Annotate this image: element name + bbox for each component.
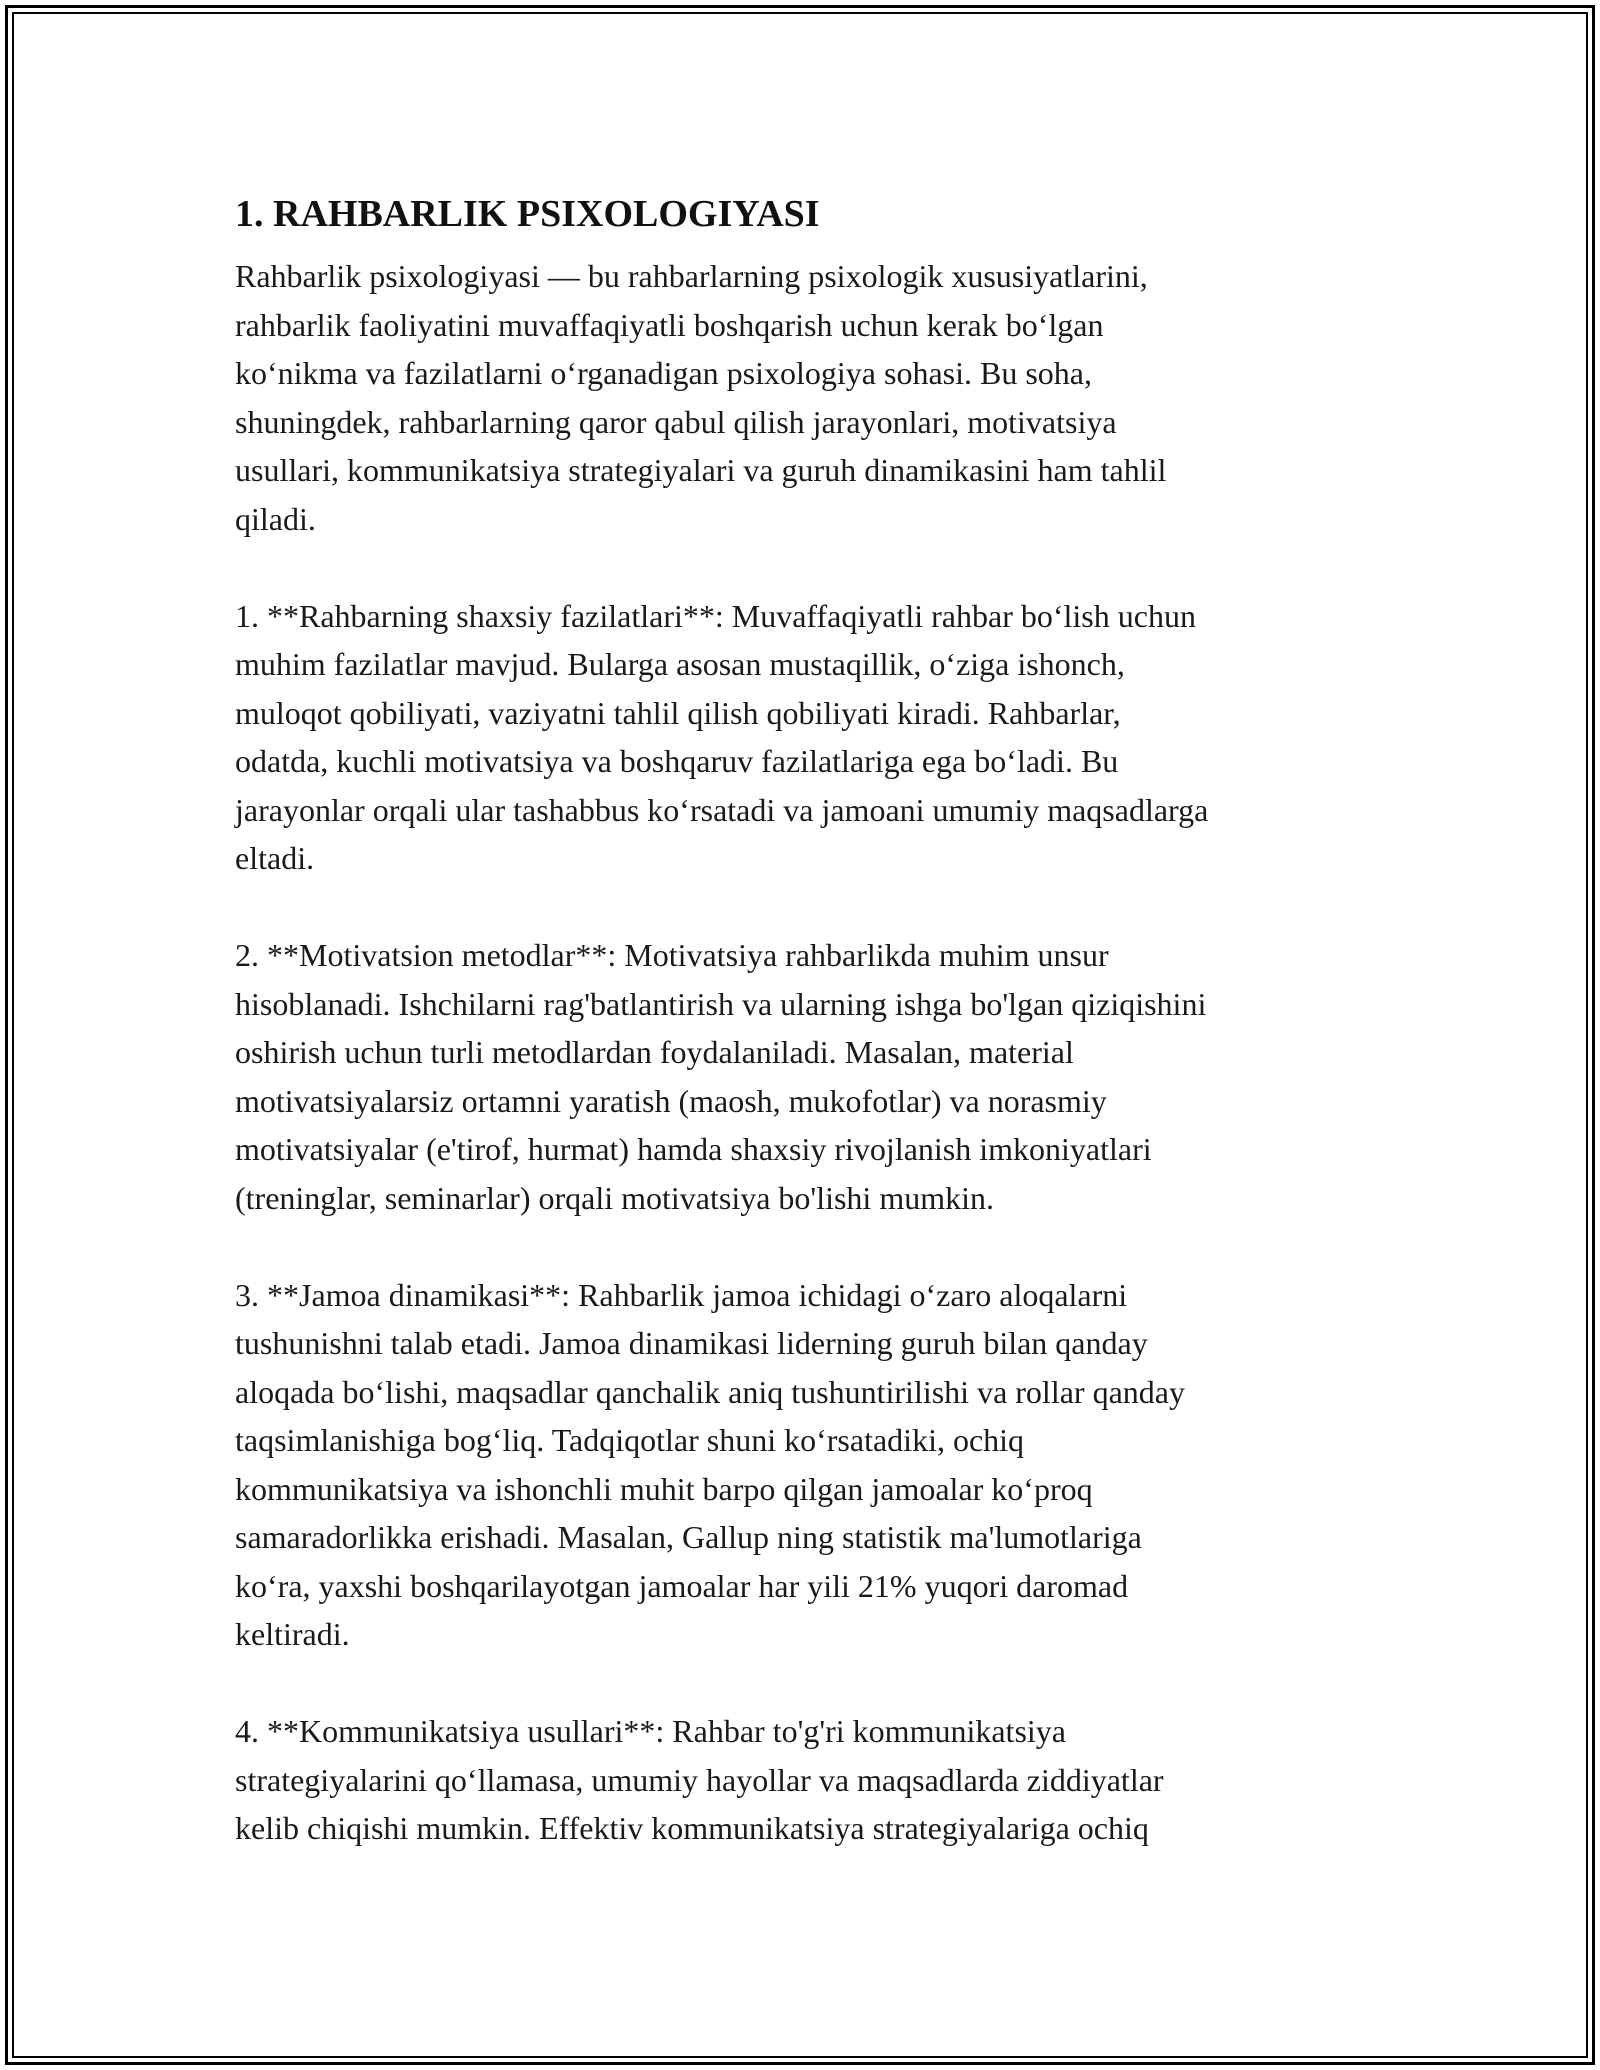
section-heading: 1. RAHBARLIK PSIXOLOGIYASI [235,193,820,235]
intro-paragraph: Rahbarlik psixologiyasi — bu rahbarlarning psixologik xususiyatlarini, rahbarlik faoliyatini muvaffaqiyatli boshqarish uchun kerak bo‘lgan ko‘nikma va fazilatlarni o‘rganadigan psixologiya sohasi. Bu soha, shuningdek, rahbarlarning qaror qabul qilish jarayonlari, motivatsiya usullari, kommunikatsiya strategiyalari va guruh dinamikasini ham tahlil qiladi. [235,258,1167,537]
paragraph-leader-qualities: 1. **Rahbarning shaxsiy fazilatlari**: Muvaffaqiyatli rahbar bo‘lish uchun muhim fazilatlar mavjud. Bularga asosan mustaqillik, o‘ziga ishonch, muloqot qobiliyati, vaziyatni tahlil qilish qobiliyati kiradi. Rahbarlar, odatda, kuchli motivatsiya va boshqaruv fazilatlariga ega bo‘ladi. Bu jarayonlar orqali ular tashabbus ko‘rsatadi va jamoani umumiy maqsadlarga eltadi. [235,597,1209,876]
paragraph-motivational-methods: 2. **Motivatsion metodlar**: Motivatsiya rahbarlikda muhim unsur hisoblanadi. Ishchilarni rag'batlantirish va ularning ishga bo'lgan qiziqishini oshirish uchun turli metodlardan foydalaniladi. Masalan, material motivatsiyalarsiz ortamni yaratish (maosh, mukofotlar) va norasmiy motivatsiyalar (e'tirof, hurmat) hamda shaxsiy rivojlanish imkoniyatlari (treninglar, seminarlar) orqali motivatsiya bo'lishi mumkin. [235,937,1207,1216]
document-body [235,186,1360,1853]
paragraph-communication-methods: 4. **Kommunikatsiya usullari**: Rahbar to'g'ri kommunikatsiya strategiyalarini qo‘llamasa, umumiy hayollar va maqsadlarda ziddiyatlar kelib chiqishi mumkin. Effektiv kommunikatsiya strategiyalariga ochiq [235,1713,1164,1846]
paragraph-team-dynamics: 3. **Jamoa dinamikasi**: Rahbarlik jamoa ichidagi o‘zaro aloqalarni tushunishni talab etadi. Jamoa dinamikasi liderning guruh bilan qanday aloqada bo‘lishi, maqsadlar qanchalik aniq tushuntirilishi va rollar qanday taqsimlanishiga bog‘liq. Tadqiqotlar shuni ko‘rsatadiki, ochiq kommunikatsiya va ishonchli muhit barpo qilgan jamoalar ko‘proq samaradorlikka erishadi. Masalan, Gallup ning statistik ma'lumotlariga ko‘ra, yaxshi boshqarilayotgan jamoalar har yili 21% yuqori daromad keltiradi. [235,1276,1185,1652]
